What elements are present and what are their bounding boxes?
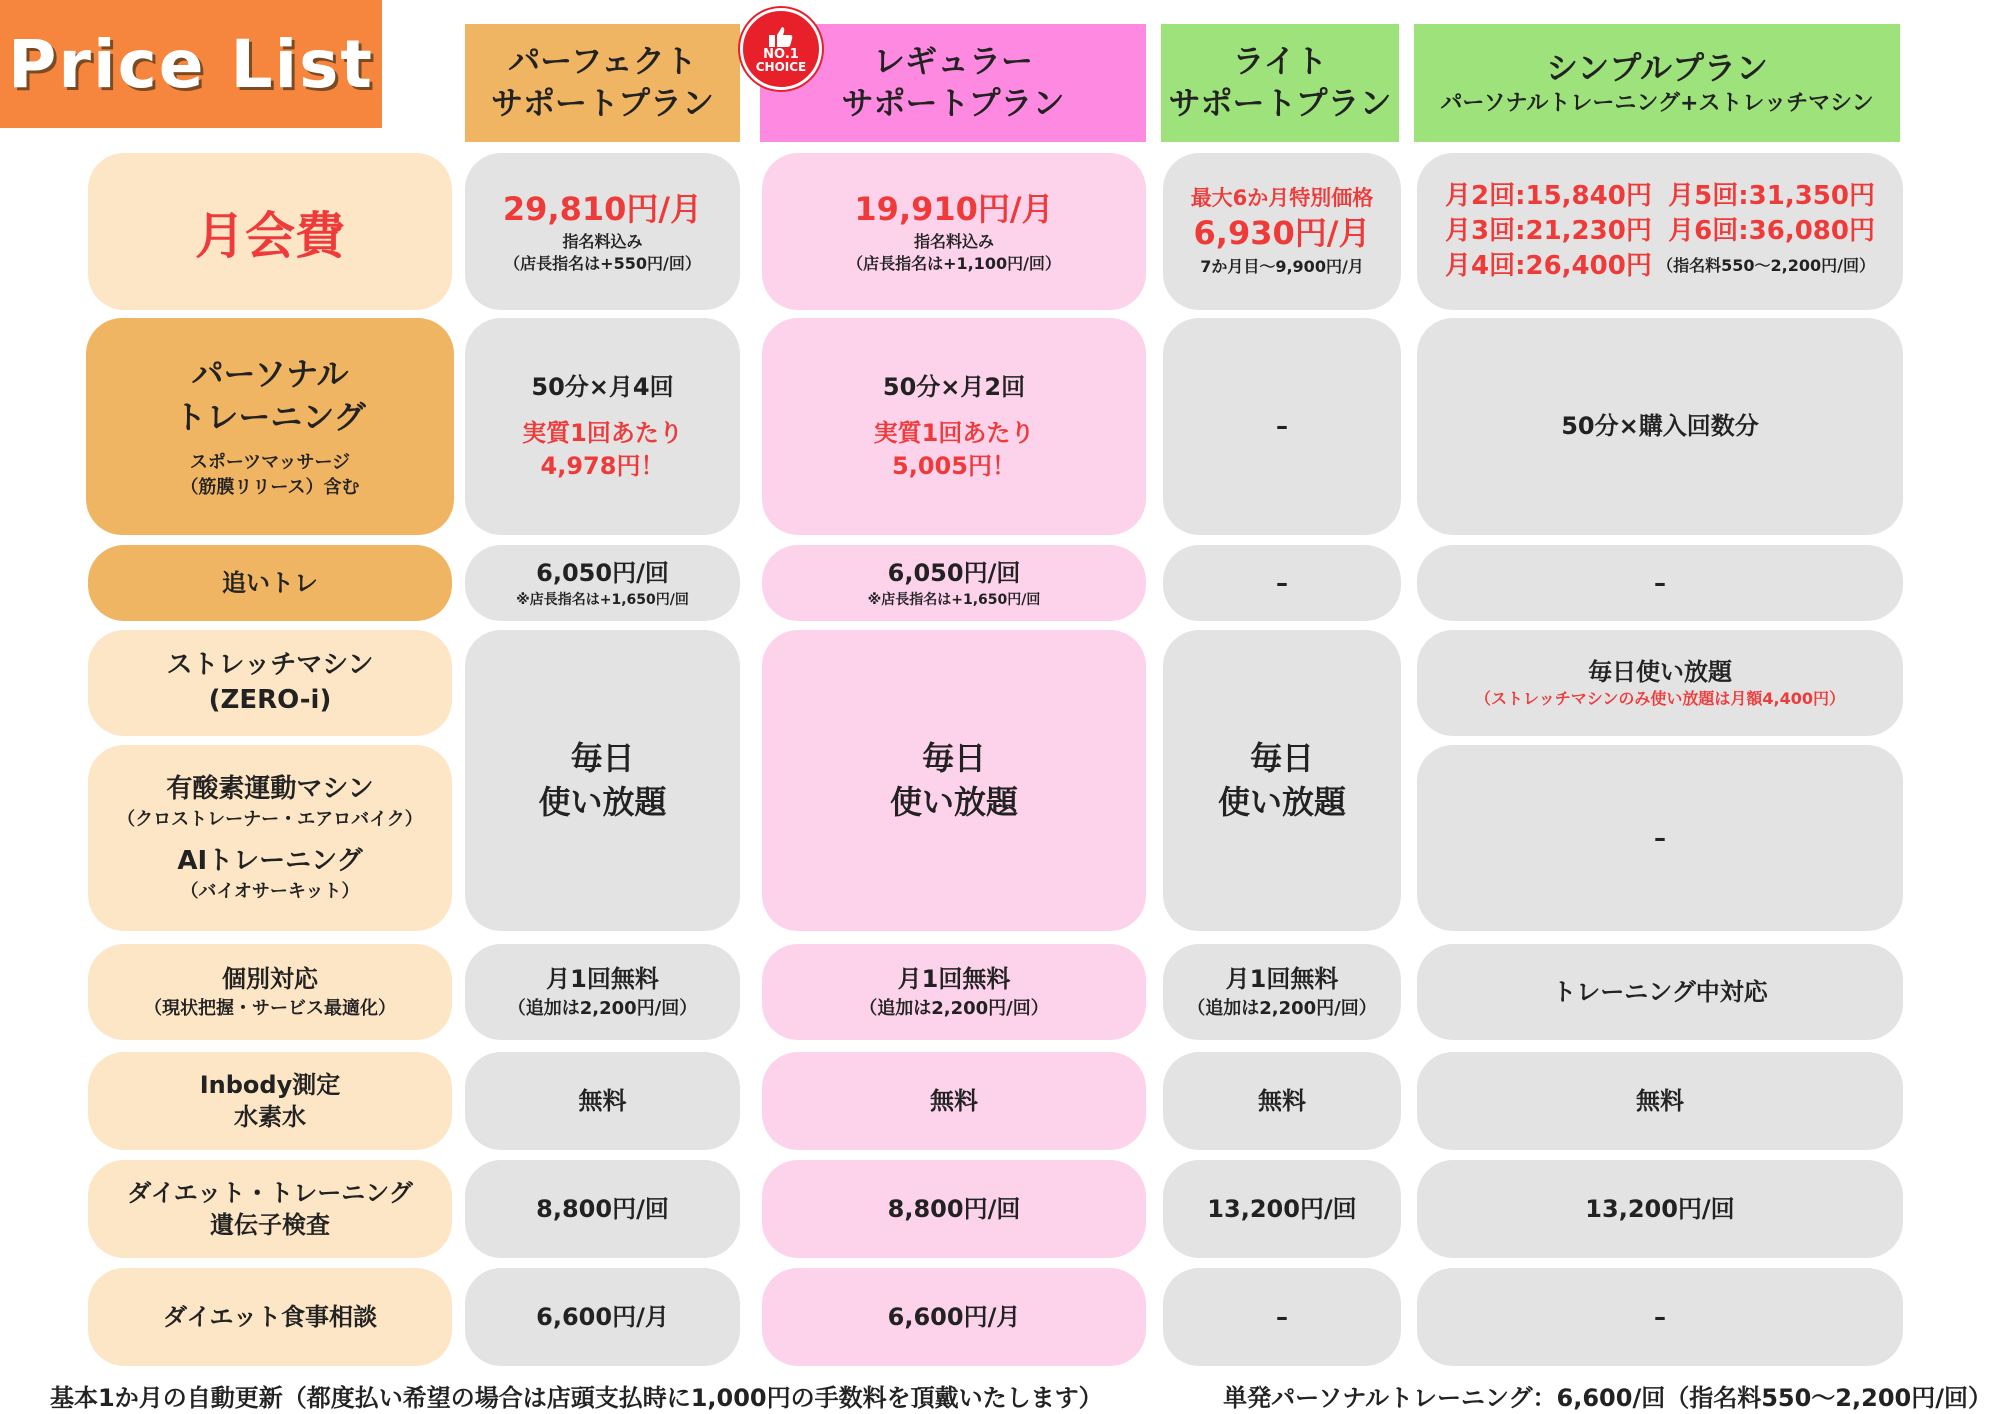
simple-inbody-cell	[1417, 1052, 1903, 1150]
perfect-fee-cell	[465, 153, 740, 310]
perfect-gene-cell	[465, 1160, 740, 1258]
simple-fee-a3: 月4回:26,400円	[1445, 251, 1652, 282]
light-individual: 月1回無料	[1225, 965, 1339, 994]
regular-machines1: 毎日	[921, 739, 986, 778]
regular-pt-red1: 実質1回あたり	[873, 419, 1035, 448]
simple-fee-cell	[1417, 153, 1903, 310]
row-label-individual	[88, 944, 452, 1040]
regular-individual-note: （追加は2,200円/回）	[859, 997, 1049, 1019]
perfect-individual: 月1回無料	[546, 965, 659, 994]
perfect-individual-note: （追加は2,200円/回）	[507, 997, 698, 1019]
meal-label: ダイエット食事相談	[162, 1302, 378, 1331]
regular-individual-cell	[762, 944, 1146, 1040]
simple-aerobic-cell	[1417, 745, 1903, 931]
simple-meal: –	[1654, 1302, 1666, 1331]
row-label-extra-training	[88, 545, 452, 621]
regular-machines-cell	[762, 630, 1146, 931]
simple-fee-b3: （指名料550〜2,200円/回）	[1657, 256, 1875, 276]
plan-name-line2: サポートプラン	[841, 84, 1065, 122]
regular-individual: 月1回無料	[897, 965, 1011, 994]
simple-fee-b2: 月6回:36,080円	[1668, 215, 1875, 246]
perfect-gene: 8,800円/回	[536, 1194, 669, 1223]
plan-name-line2: サポートプラン	[1168, 84, 1392, 122]
regular-extra: 6,050円/回	[887, 558, 1021, 587]
regular-gene: 8,800円/回	[887, 1194, 1021, 1223]
simple-extra-cell	[1417, 545, 1903, 621]
perfect-extra-cell	[465, 545, 740, 621]
inbody-label-line2: 水素水	[234, 1103, 306, 1131]
individual-label-sub: （現状把握・サービス最適化）	[144, 997, 396, 1019]
row-label-stretch-machine	[88, 630, 452, 736]
simple-fee-a2: 月3回:21,230円	[1445, 215, 1652, 246]
regular-gene-cell	[762, 1160, 1146, 1258]
simple-fee-b1: 月5回:31,350円	[1668, 180, 1875, 211]
row-label-monthly-fee	[88, 153, 452, 310]
light-gene-cell	[1163, 1160, 1401, 1258]
pt-label-sub1: スポーツマッサージ	[189, 451, 351, 473]
plan-name-line2: サポートプラン	[490, 84, 715, 122]
light-inbody: 無料	[1258, 1086, 1306, 1115]
stretch-label-line2: (ZERO-i)	[208, 685, 332, 715]
perfect-machines2: 使い放題	[538, 782, 667, 821]
light-pt-cell	[1163, 318, 1401, 535]
stretch-label-line1: ストレッチマシン	[166, 649, 374, 680]
light-pt: –	[1276, 412, 1288, 441]
simple-fee-a1: 月2回:15,840円	[1445, 180, 1652, 211]
simple-stretch-cell	[1417, 630, 1903, 736]
perfect-pt-red1: 実質1回あたり	[522, 419, 683, 448]
regular-inbody: 無料	[930, 1086, 978, 1115]
perfect-pt-red2: 4,978円！	[540, 451, 665, 480]
row-label-aerobic-machine	[88, 745, 452, 931]
perfect-fee-note1: 指名料込み	[562, 231, 643, 251]
plan-name-line1: パーフェクト	[508, 42, 697, 81]
individual-label-line1: 個別対応	[222, 965, 318, 994]
page-title: Price List	[0, 0, 382, 128]
light-fee-note: 7か月目〜9,900円/月	[1200, 256, 1364, 276]
row-label-meal-consult	[88, 1268, 452, 1366]
plan-name-line1: ライト	[1232, 42, 1328, 81]
light-gene: 13,200円/回	[1207, 1194, 1357, 1223]
regular-fee-cell	[762, 153, 1146, 310]
thumbs-up-icon	[768, 26, 794, 48]
gene-label-line2: 遺伝子検査	[210, 1211, 330, 1239]
regular-extra-cell	[762, 545, 1146, 621]
regular-meal: 6,600円/月	[887, 1302, 1021, 1331]
no1-choice-badge	[740, 8, 822, 90]
light-inbody-cell	[1163, 1052, 1401, 1150]
perfect-meal: 6,600円/月	[536, 1302, 669, 1331]
light-extra: –	[1276, 568, 1288, 597]
aerobic-label-sub1: （クロストレーナー・エアロバイク）	[117, 808, 423, 830]
perfect-machines-cell	[465, 630, 740, 931]
light-meal-cell	[1163, 1268, 1401, 1366]
perfect-individual-cell	[465, 944, 740, 1040]
light-machines-cell	[1163, 630, 1401, 931]
perfect-fee-note2: （店長指名は+550円/回）	[504, 254, 701, 274]
perfect-meal-cell	[465, 1268, 740, 1366]
extra-label: 追いトレ	[222, 568, 318, 597]
monthly-fee-label: 月会費	[195, 206, 345, 265]
regular-fee-note1: 指名料込み	[913, 231, 994, 251]
perfect-extra-note: ※店長指名は+1,650円/回	[516, 592, 689, 609]
simple-pt-cell	[1417, 318, 1903, 535]
plan-name-line2: パーソナルトレーニング+ストレッチマシン	[1440, 90, 1874, 116]
light-individual-cell	[1163, 944, 1401, 1040]
simple-individual: トレーニング中対応	[1552, 977, 1768, 1006]
row-label-gene-test	[88, 1160, 452, 1258]
footer-note-right: 単発パーソナルトレーニング：6,600/回（指名料550〜2,200円/回）	[1223, 1384, 1992, 1412]
perfect-machines1: 毎日	[570, 739, 635, 778]
simple-gene: 13,200円/回	[1585, 1194, 1735, 1223]
perfect-fee: 29,810円/月	[502, 189, 703, 228]
pt-label-sub2: （筋膜リリース）含む	[180, 476, 360, 498]
perfect-pt-cell	[465, 318, 740, 535]
plan-header-light	[1161, 24, 1399, 142]
row-label-personal-training	[86, 318, 454, 535]
light-fee-cell	[1163, 153, 1401, 310]
regular-pt: 50分×月2回	[882, 372, 1026, 401]
simple-stretch-note: （ストレッチマシンのみ使い放題は月額4,400円）	[1474, 689, 1846, 708]
light-fee: 6,930円/月	[1193, 214, 1371, 253]
light-fee-top: 最大6か月特別価格	[1190, 186, 1374, 211]
badge-line2: CHOICE	[755, 59, 807, 74]
plan-header-simple	[1414, 24, 1900, 142]
light-machines1: 毎日	[1249, 739, 1314, 778]
perfect-inbody: 無料	[578, 1086, 627, 1115]
regular-pt-red2: 5,005円！	[892, 451, 1016, 480]
plan-name-line1: レギュラー	[872, 42, 1033, 81]
simple-stretch: 毎日使い放題	[1588, 657, 1732, 686]
simple-aerobic: –	[1654, 823, 1666, 852]
aerobic-label-line2: AIトレーニング	[177, 846, 363, 876]
regular-fee-note2: （店長指名は+1,100円/回）	[847, 254, 1061, 274]
regular-inbody-cell	[762, 1052, 1146, 1150]
regular-fee: 19,910円/月	[854, 189, 1054, 228]
footer-note-left: 基本1か月の自動更新（都度払い希望の場合は店頭支払時に1,000円の手数料を頂戴いたします）	[50, 1384, 1103, 1412]
plan-header-perfect	[465, 24, 740, 142]
regular-pt-cell	[762, 318, 1146, 535]
aerobic-label-sub2: （バイオサーキット）	[180, 881, 360, 903]
regular-extra-note: ※店長指名は+1,650円/回	[867, 592, 1041, 609]
gene-label-line1: ダイエット・トレーニング	[127, 1178, 413, 1207]
simple-individual-cell	[1417, 944, 1903, 1040]
aerobic-label-line1: 有酸素運動マシン	[166, 773, 374, 804]
simple-extra: –	[1654, 568, 1666, 597]
pt-label-line1: パーソナル	[191, 355, 349, 394]
pt-label-line2: トレーニング	[174, 398, 366, 437]
simple-pt: 50分×購入回数分	[1561, 412, 1759, 441]
perfect-extra: 6,050円/回	[536, 558, 669, 587]
light-meal: –	[1276, 1302, 1288, 1331]
simple-gene-cell	[1417, 1160, 1903, 1258]
row-label-inbody	[88, 1052, 452, 1150]
regular-machines2: 使い放題	[889, 782, 1018, 821]
light-individual-note: （追加は2,200円/回）	[1187, 997, 1377, 1019]
light-machines2: 使い放題	[1217, 782, 1346, 821]
regular-meal-cell	[762, 1268, 1146, 1366]
light-extra-cell	[1163, 545, 1401, 621]
simple-inbody: 無料	[1636, 1086, 1684, 1115]
inbody-label-line1: Inbody測定	[199, 1070, 341, 1099]
simple-meal-cell	[1417, 1268, 1903, 1366]
perfect-inbody-cell	[465, 1052, 740, 1150]
plan-name-line1: シンプルプラン	[1546, 48, 1768, 87]
perfect-pt: 50分×月4回	[531, 372, 674, 401]
badge-line1: NO.1	[763, 46, 799, 62]
